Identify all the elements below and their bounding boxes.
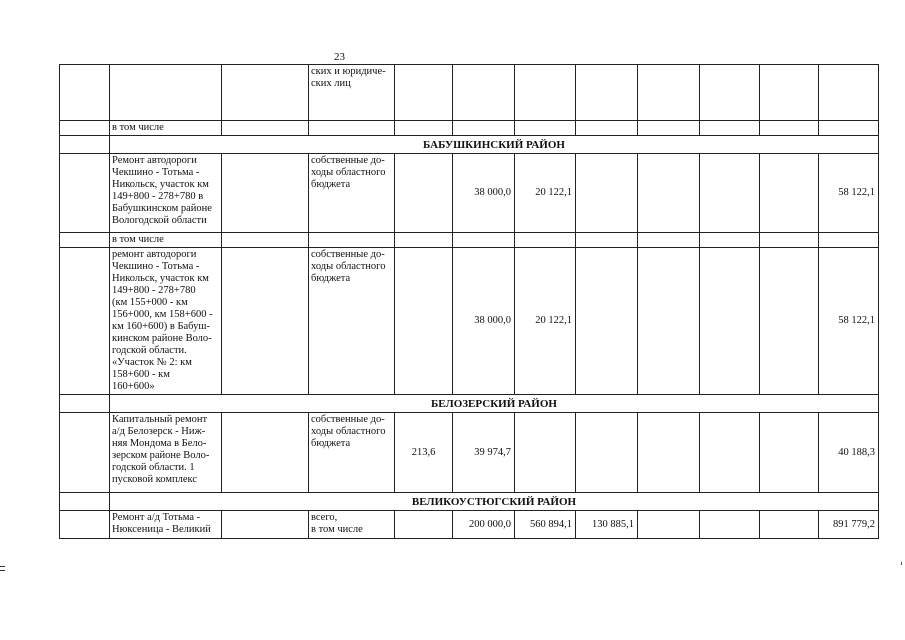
table-row bbox=[60, 121, 879, 136]
table-row bbox=[60, 511, 879, 539]
table-row bbox=[60, 248, 879, 395]
subtotal-label: в том числе bbox=[110, 233, 222, 248]
table-row bbox=[60, 65, 879, 121]
total-cell: 58 122,1 bbox=[819, 248, 879, 395]
project-name: Ремонт автодороги Чекшино - Тотьма - Никольск, участок км 149+800 - 278+780 в Бабушкинском районе Вологодской области bbox=[110, 154, 222, 233]
value-cell: 560 894,1 bbox=[515, 511, 576, 539]
district-title: БАБУШКИНСКИЙ РАЙОН bbox=[110, 136, 879, 154]
project-name: ремонт автодороги Чекшино - Тотьма - Никольск, участок км 149+800 - 278+780 (км 155+000 - км 156+000, км 158+600 - км 160+600) в Бабуш- кинском районе Воло- годской области. «Участок № 2: км 158+600 - км 160+600» bbox=[110, 248, 222, 395]
source-cell: всего, в том числе bbox=[309, 511, 395, 539]
district-row bbox=[60, 395, 879, 413]
table-row bbox=[60, 413, 879, 493]
district-row bbox=[60, 493, 879, 511]
source-cell: ских и юридиче- ских лиц bbox=[309, 65, 395, 121]
project-name: Капитальный ремонт а/д Белозерск - Ниж- няя Мондома в Бело- зерском районе Воло- годской области. 1 пусковой комплекс bbox=[110, 413, 222, 493]
source-cell: собственные до- ходы областного бюджета bbox=[309, 154, 395, 233]
page-number: 23 bbox=[334, 51, 345, 63]
district-title: БЕЛОЗЕРСКИЙ РАЙОН bbox=[110, 395, 879, 413]
table-row bbox=[60, 154, 879, 233]
value-cell: 200 000,0 bbox=[453, 511, 515, 539]
value-cell: 20 122,1 bbox=[515, 154, 576, 233]
value-cell: 39 974,7 bbox=[453, 413, 515, 493]
total-cell: 58 122,1 bbox=[819, 154, 879, 233]
source-cell: собственные до- ходы областного бюджета bbox=[309, 413, 395, 493]
scan-mark bbox=[901, 562, 902, 565]
value-cell: 20 122,1 bbox=[515, 248, 576, 395]
value-cell: 213,6 bbox=[395, 413, 453, 493]
scan-mark bbox=[0, 570, 5, 571]
district-row bbox=[60, 136, 879, 154]
scan-mark bbox=[0, 566, 5, 567]
value-cell: 130 885,1 bbox=[576, 511, 638, 539]
total-cell: 40 188,3 bbox=[819, 413, 879, 493]
project-name: Ремонт а/д Тотьма - Нюксеница - Великий bbox=[110, 511, 222, 539]
subtotal-label: в том числе bbox=[110, 121, 222, 136]
value-cell: 38 000,0 bbox=[453, 248, 515, 395]
budget-table bbox=[59, 64, 879, 539]
district-title: ВЕЛИКОУСТЮГСКИЙ РАЙОН bbox=[110, 493, 879, 511]
value-cell: 38 000,0 bbox=[453, 154, 515, 233]
total-cell: 891 779,2 bbox=[819, 511, 879, 539]
source-cell: собственные до- ходы областного бюджета bbox=[309, 248, 395, 395]
table-row bbox=[60, 233, 879, 248]
